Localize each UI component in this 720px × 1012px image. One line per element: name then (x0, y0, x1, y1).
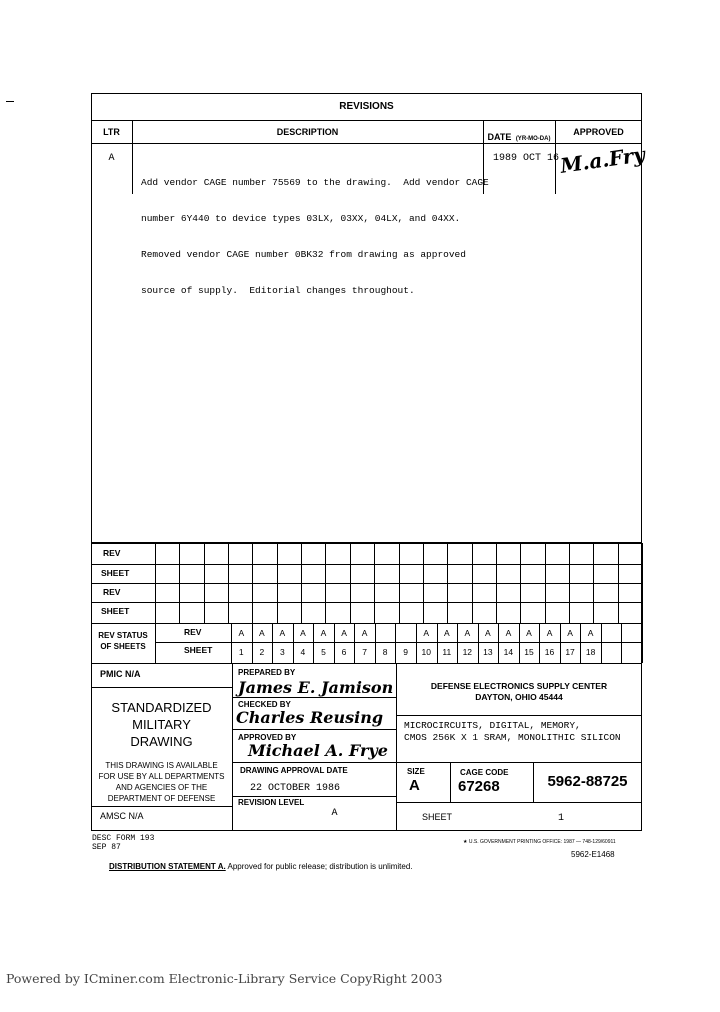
revisions-header-divider (91, 143, 642, 144)
date-header (483, 127, 555, 145)
agency-name: DEFENSE ELECTRONICS SUPPLY CENTER (430, 681, 608, 691)
sheet-number-cell: 11 (442, 647, 452, 657)
middle-divider (232, 729, 396, 730)
revision-description-line: number 6Y440 to device types 03LX, 03XX, 04LX, and 04XX. (141, 213, 461, 224)
sheet-number-cell: 4 (300, 647, 306, 657)
status-grid-col-line (350, 543, 351, 623)
standardized-military-drawing (91, 699, 232, 750)
status-grid-col-line (447, 543, 448, 623)
status-grid-col-line (545, 543, 546, 623)
rev-status-cell: A (300, 628, 306, 638)
sheet-number-cell: 8 (382, 647, 388, 657)
sheet-label: SHEET (422, 812, 453, 822)
availability-line: FOR USE BY ALL DEPARTMENTS (98, 772, 225, 781)
sheet-number-cell: 18 (585, 647, 596, 657)
revisions-title: REVISIONS (339, 101, 394, 112)
distribution-text: Approved for public release; distribution is unlimited. (227, 862, 413, 871)
availability-note (91, 760, 232, 804)
revision-description-line: Add vendor CAGE number 75569 to the drawing. Add vendor CAGE (141, 177, 489, 188)
amsc-divider (91, 806, 232, 807)
status-grid-col-line (252, 543, 253, 623)
approved-by-label: APPROVED BY (238, 733, 297, 742)
sheet-number-cell: 3 (280, 647, 285, 657)
revision-ltr: A (108, 153, 115, 164)
size-label: SIZE (407, 767, 425, 776)
title-block-col (232, 663, 233, 831)
sheet-number-cell: 17 (565, 647, 575, 657)
revision-level-label: REVISION LEVEL (238, 798, 305, 807)
status-grid-col-line (569, 543, 570, 623)
amsc-label: AMSC N/A (100, 811, 144, 821)
rev-status-cell: A (279, 628, 286, 638)
revision-level: A (331, 808, 338, 819)
middle-divider (232, 762, 396, 763)
availability-line: THIS DRAWING IS AVAILABLE (105, 761, 218, 770)
rev-status-cell: A (341, 628, 347, 638)
status-grid-col-line (593, 543, 594, 623)
status-grid-col-line (618, 543, 619, 623)
drawing-title-line: MICROCIRCUITS, DIGITAL, MEMORY, (404, 720, 581, 731)
approver-signature: M.a.Fry (558, 142, 647, 178)
sheet-number-cell: 14 (503, 647, 514, 657)
revision-description-line: source of supply. Editorial changes throughout. (141, 285, 415, 296)
rev-status-cell: A (258, 628, 265, 638)
status-grid-row-line (155, 642, 642, 643)
rev-status-cell: A (464, 628, 471, 638)
status-grid-col-line (496, 543, 497, 623)
form-line: DESC FORM 193 (92, 834, 155, 843)
rev-status-cell: A (567, 628, 573, 638)
rev-status-cell: A (361, 628, 368, 638)
standardized-line: DRAWING (130, 734, 193, 749)
cage-label: CAGE CODE (460, 768, 509, 777)
sheet-number-cell: 5 (321, 647, 326, 657)
cage-value: 67268 (458, 778, 500, 795)
rev-status-cell: A (485, 628, 491, 638)
status-grid-col-line (520, 543, 521, 623)
status-grid-row-line (91, 583, 642, 584)
sheet-number-cell: 10 (421, 647, 431, 657)
approved-by-signature: Michael A. Frye (248, 741, 388, 760)
right-divider (396, 802, 642, 803)
status-grid-col-line (642, 543, 643, 623)
pmic-divider (91, 687, 232, 688)
standardized-line: STANDARDIZED (111, 700, 212, 715)
checked-by-signature: Charles Reusing (236, 708, 384, 727)
size-col-line (450, 762, 451, 802)
date-format-label: (YR-MO-DA) (515, 136, 551, 142)
rev-status-cell: A (546, 628, 553, 638)
rev-status-cell: A (423, 628, 430, 638)
rev-status-grid (91, 543, 642, 663)
status-grid-col-line (325, 543, 326, 623)
form-number (92, 834, 154, 852)
sheet-number: 1 (558, 813, 565, 824)
powered-by-banner: Powered by ICminer.com Electronic-Library Service CopyRight 2003 (6, 971, 443, 986)
sheet-number-cell: 16 (544, 647, 555, 657)
approved-header: APPROVED (573, 127, 624, 137)
status-grid-col-line (472, 543, 473, 623)
rev-row-label: REV (103, 587, 121, 597)
prepared-by-label: PREPARED BY (238, 668, 296, 677)
rev-status-cell: A (320, 628, 327, 638)
status-grid-col-line (642, 623, 643, 663)
rev-status-cell: A (587, 628, 594, 638)
drawing-number: 5962-88725 (547, 773, 628, 790)
revision-description-line: Removed vendor CAGE number 0BK32 from drawing as approved (141, 249, 466, 260)
rev-status-text: REV STATUS (98, 631, 148, 640)
standardized-line: MILITARY (132, 717, 191, 732)
rev-status-cell: A (443, 628, 450, 638)
sheet-number-cell: 9 (403, 647, 409, 657)
sheet-row-label: SHEET (101, 606, 130, 616)
status-grid-col-line (621, 623, 622, 663)
status-grid-col-line (399, 543, 400, 623)
revision-date: 1989 OCT 16 (493, 153, 560, 164)
revisions-divider (91, 120, 642, 121)
rev-row-label: REV (184, 627, 202, 637)
drawing-title-line: CMOS 256K X 1 SRAM, MONOLITHIC SILICON (404, 732, 621, 743)
of-sheets-text: OF SHEETS (100, 642, 146, 651)
rev-status-cell: A (505, 628, 512, 638)
margin-mark (6, 101, 14, 102)
right-divider (396, 715, 642, 716)
rev-status-label (91, 630, 155, 652)
distribution-label: DISTRIBUTION STATEMENT A. (109, 862, 226, 871)
drawing-title (404, 720, 621, 744)
status-grid-col-line (423, 543, 424, 623)
rev-status-cell: A (238, 628, 245, 638)
sheet-row-label: SHEET (101, 568, 130, 578)
status-grid-col-line (179, 543, 180, 623)
middle-divider (232, 697, 396, 698)
agency-address: DAYTON, OHIO 45444 (475, 692, 563, 702)
right-divider (396, 762, 642, 763)
availability-line: DEPARTMENT OF DEFENSE (107, 794, 216, 803)
status-grid-col-line (228, 543, 229, 623)
sheet-number-cell: 7 (362, 647, 367, 657)
document-code: 5962-E1468 (571, 850, 615, 859)
status-grid-col-line (374, 543, 375, 623)
pmic-label: PMIC N/A (100, 669, 141, 679)
status-grid-col-line (395, 623, 396, 663)
status-grid-col-line (301, 543, 302, 623)
sheet-number-cell: 2 (259, 647, 265, 657)
date-header-label: DATE (487, 132, 512, 142)
sheet-row-label: SHEET (184, 645, 213, 655)
size-value: A (409, 777, 420, 794)
rev-row-label: REV (103, 548, 121, 558)
status-grid-col-line (204, 543, 205, 623)
status-grid-col-line (375, 623, 376, 663)
rev-status-cell: A (526, 628, 532, 638)
status-grid-col-line (155, 623, 156, 663)
approval-date-label: DRAWING APPROVAL DATE (240, 766, 348, 775)
sheet-number-cell: 13 (483, 647, 493, 657)
status-grid-col-line (277, 543, 278, 623)
revision-description (141, 153, 489, 309)
approval-date: 22 OCTOBER 1986 (250, 783, 341, 794)
status-grid-col-line (601, 623, 602, 663)
form-date: SEP 87 (92, 843, 121, 852)
sheet-number-cell: 6 (341, 647, 347, 657)
availability-line: AND AGENCIES OF THE (115, 783, 208, 792)
ltr-header: LTR (103, 127, 120, 137)
gpo-imprint: ★ U.S. GOVERNMENT PRINTING OFFICE: 1987 — 748-129/60911 (463, 839, 616, 845)
status-grid-row-line (91, 602, 642, 603)
prepared-by-signature: James E. Jamison (238, 678, 394, 697)
middle-divider (232, 796, 396, 797)
agency-block (396, 681, 642, 703)
status-grid-row-line (91, 564, 642, 565)
sheet-number-cell: 1 (238, 647, 244, 657)
status-grid-col-line (155, 543, 156, 623)
distribution-statement (109, 862, 413, 871)
description-header: DESCRIPTION (276, 127, 339, 137)
sheet-number-cell: 15 (524, 647, 534, 657)
sheet-number-cell: 12 (462, 647, 473, 657)
checked-by-label: CHECKED BY (238, 700, 291, 709)
